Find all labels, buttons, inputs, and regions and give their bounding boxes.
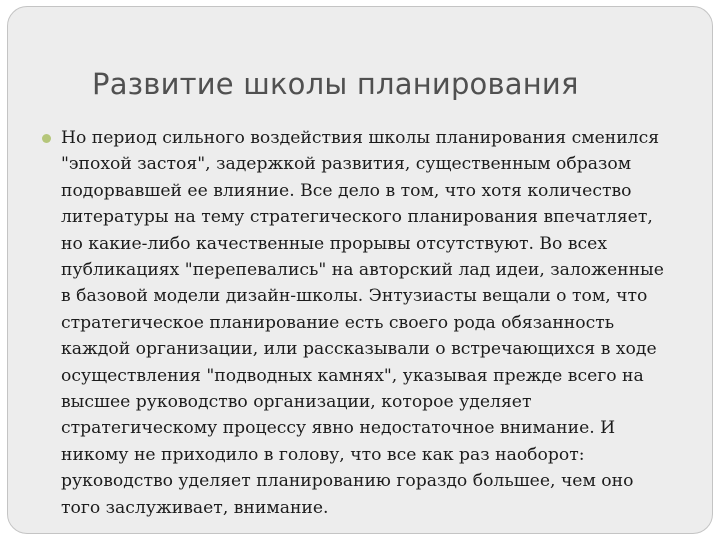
text-line: руководство уделяет планированию гораздо большее, чем оно <box>61 471 634 492</box>
bullet-dot-icon <box>42 134 51 143</box>
text-line: в базовой модели дизайн-школы. Энтузиасты вещали о том, что <box>61 286 648 307</box>
slide-frame <box>7 6 713 534</box>
text-line: того заслуживает, внимание. <box>61 497 329 518</box>
text-line: осуществления "подводных камнях", указывая прежде всего на <box>61 365 644 386</box>
bullet-paragraph <box>61 125 683 521</box>
text-line: "эпохой застоя", задержкой развития, существенным образом <box>61 154 632 175</box>
slide-title: Развитие школы планирования <box>92 67 579 101</box>
text-line: каждой организации, или рассказывали о встречающихся в ходе <box>61 339 657 360</box>
text-line: стратегическое планирование есть своего рода обязанность <box>61 312 615 333</box>
text-line: никому не приходило в голову, что все как раз наоборот: <box>61 444 585 465</box>
text-line: высшее руководство организации, которое уделяет <box>61 392 532 413</box>
text-line: но какие-либо качественные прорывы отсутствуют. Во всех <box>61 233 608 254</box>
text-line: публикациях "перепевались" на авторский лад идеи, заложенные <box>61 260 664 281</box>
text-line: подорвавшей ее влияние. Все дело в том, что хотя количество <box>61 180 632 201</box>
text-line: Но период сильного воздействия школы планирования сменился <box>61 128 660 148</box>
text-line: стратегическому процессу явно недостаточное внимание. И <box>61 418 616 439</box>
text-line: литературы на тему стратегического планирования впечатляет, <box>61 207 653 228</box>
